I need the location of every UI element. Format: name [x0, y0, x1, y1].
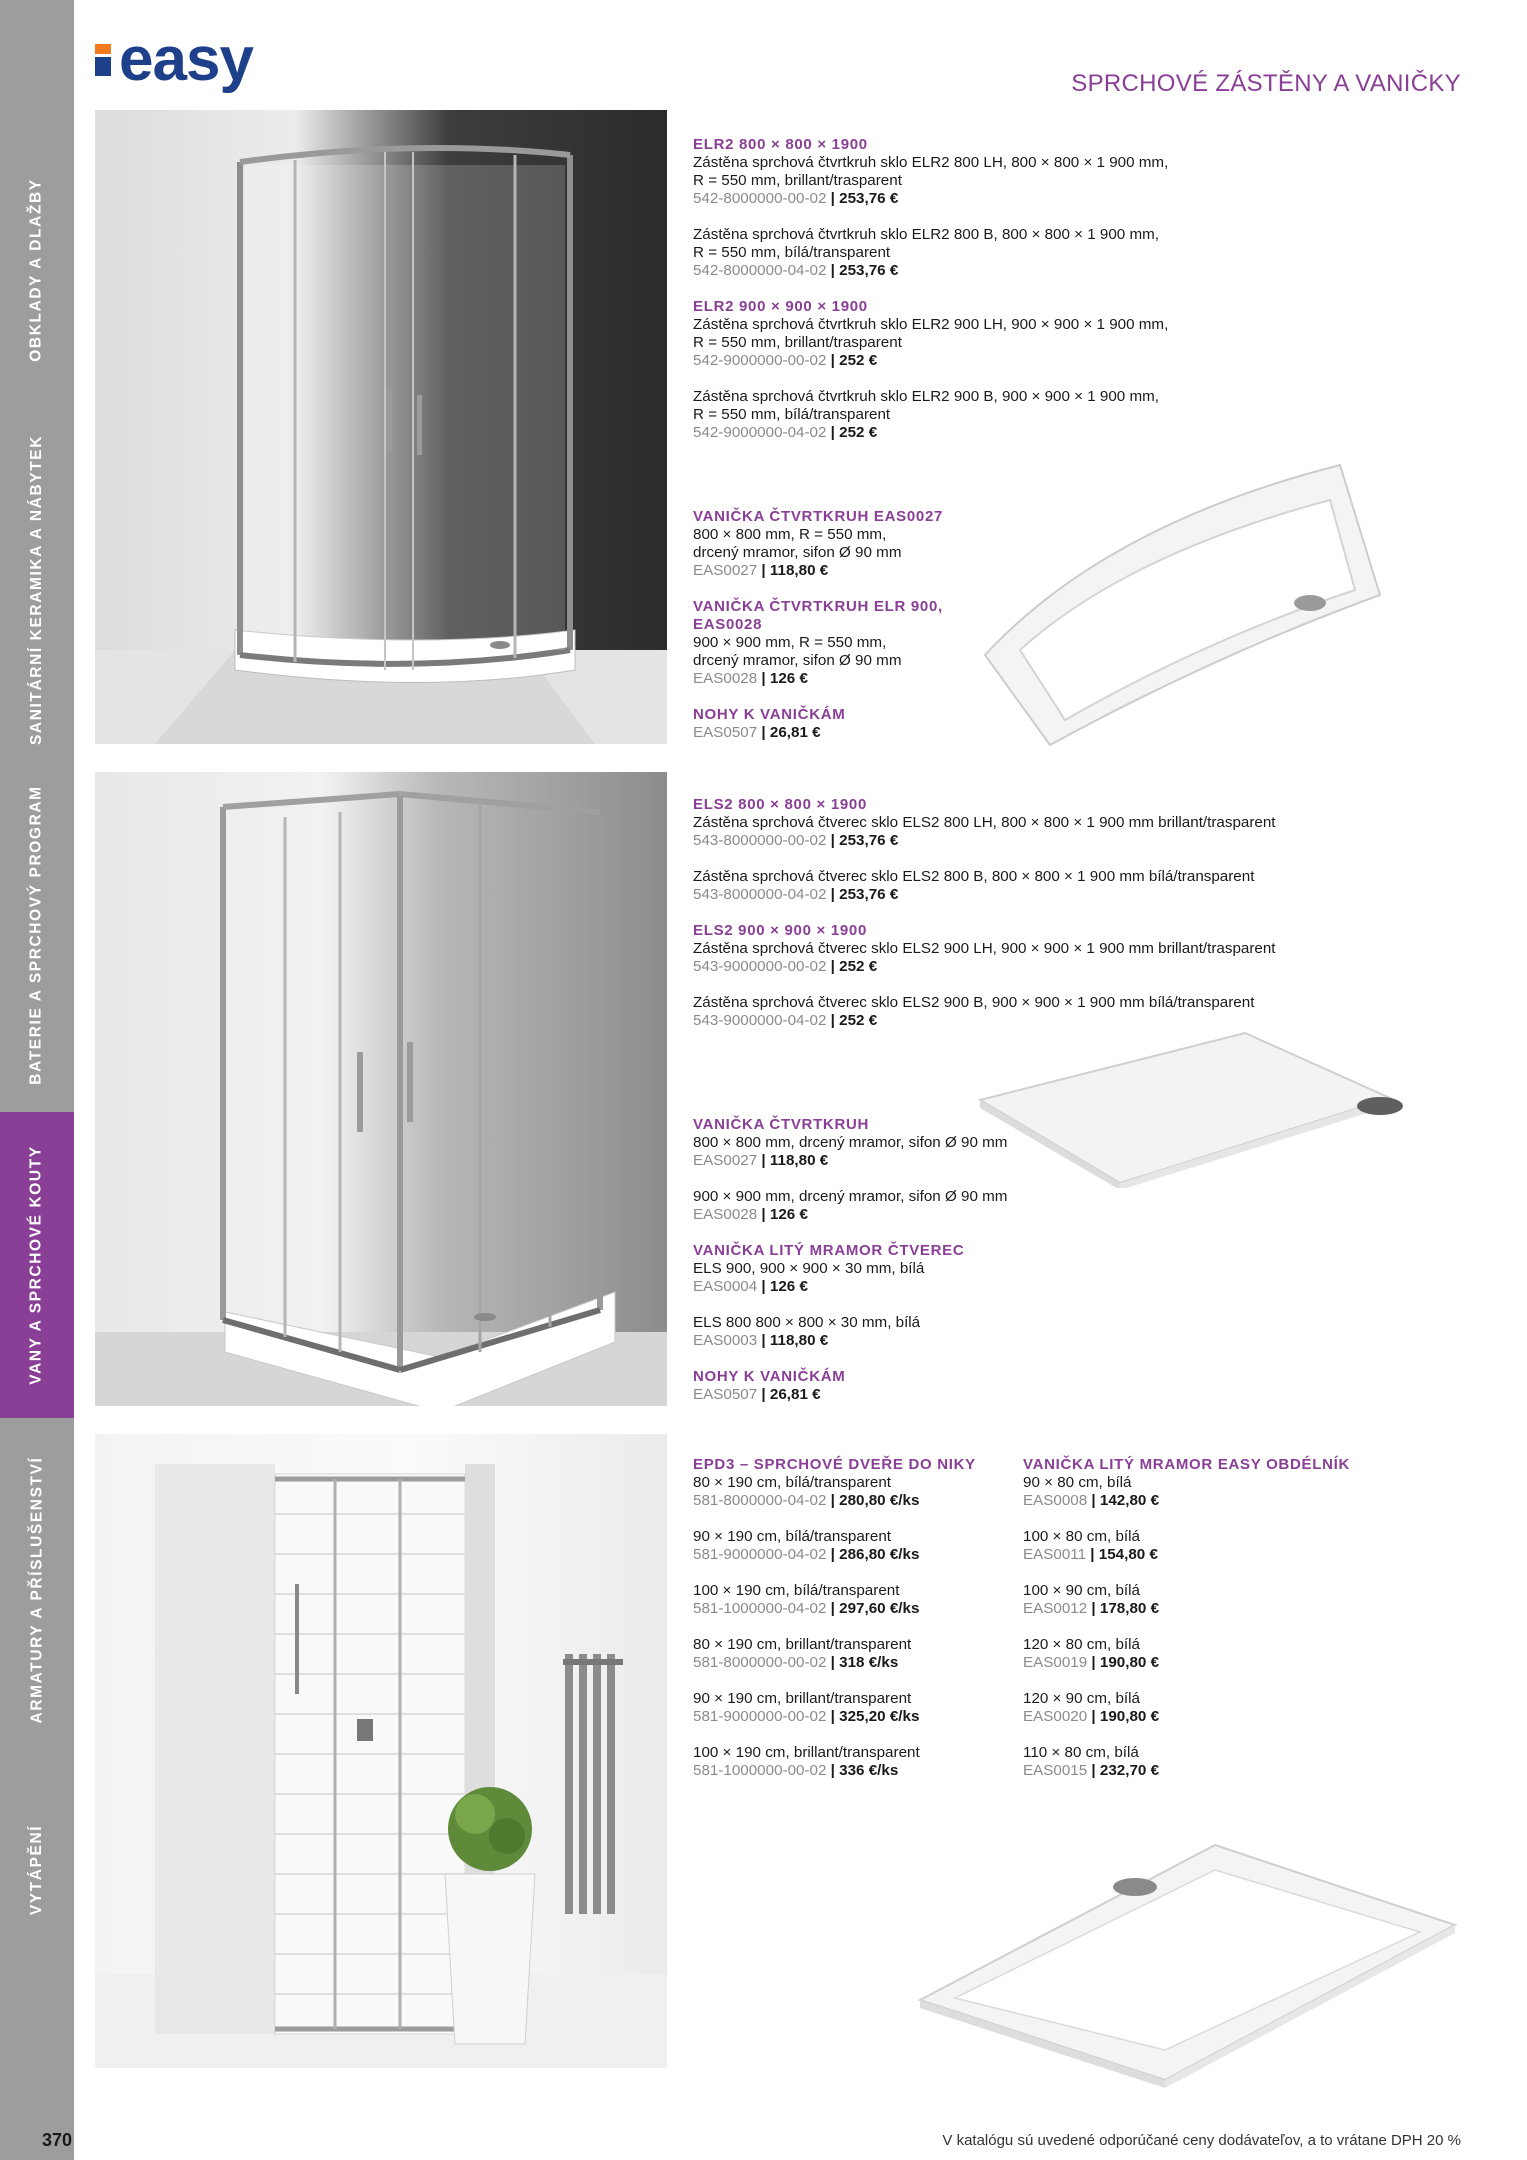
sidebar-item-label: ARMATURY A PŘÍSLUŠENSTVÍ: [28, 1456, 45, 1724]
product-price: 280,80 €/ks: [839, 1492, 920, 1509]
section2-trays: [693, 1116, 1053, 1404]
product-price: 253,76 €: [839, 190, 899, 207]
section1-enclosures: [693, 136, 1333, 442]
product-code: 581-9000000-00-02: [693, 1708, 827, 1725]
product-price: 126 €: [769, 670, 808, 687]
product-desc: R = 550 mm, brillant/trasparent: [693, 334, 902, 351]
price-line: 581-8000000-04-02 | 280,80 €/ks: [693, 1492, 920, 1509]
sidebar-item-label: SANITÁRNÍ KERAMIKA A NÁBYTEK: [28, 434, 45, 746]
price-line: 581-1000000-00-02 | 336 €/ks: [693, 1762, 899, 1779]
product-desc: drcený mramor, sifon Ø 90 mm: [693, 544, 902, 561]
product-desc: Zástěna sprchová čtvrtkruh sklo ELR2 800 B, 800 × 800 × 1 900 mm,: [693, 226, 1159, 243]
product-price: 318 €/ks: [839, 1654, 899, 1671]
product-desc: 100 × 190 cm, brillant/transparent: [693, 1744, 920, 1761]
product-price: 336 €/ks: [839, 1762, 899, 1779]
price-line: EAS0003 | 118,80 €: [693, 1332, 829, 1349]
rectangular-tray-image: [915, 1840, 1460, 2090]
product-price: 253,76 €: [839, 262, 899, 279]
product-price: 26,81 €: [769, 1386, 821, 1403]
product-price: 118,80 €: [769, 1332, 829, 1349]
page-title: SPRCHOVÉ ZÁSTĚNY A VANIČKY: [1071, 70, 1461, 97]
sidebar-item-obklady[interactable]: [0, 150, 74, 390]
sidebar-item-vytapeni[interactable]: [0, 1790, 74, 1950]
product-desc: Zástěna sprchová čtverec sklo ELS2 900 B, 900 × 900 × 1 900 mm bílá/transparent: [693, 994, 1255, 1011]
price-line: EAS0011 | 154,80 €: [1023, 1546, 1158, 1563]
price-line: 581-1000000-04-02 | 297,60 €/ks: [693, 1600, 920, 1617]
square-enclosure-photo: [95, 772, 667, 1406]
product-code: EAS0027: [693, 1152, 758, 1169]
product-code: EAS0008: [1023, 1492, 1088, 1509]
price-line: EAS0015 | 232,70 €: [1023, 1762, 1160, 1779]
sidebar-item-baterie[interactable]: [0, 770, 74, 1100]
product-code: EAS0507: [693, 724, 758, 741]
price-line: 542-8000000-04-02 | 253,76 €: [693, 262, 899, 279]
product-heading: ELS2 800 × 800 × 1900: [693, 796, 867, 813]
price-line: 543-8000000-04-02 | 253,76 €: [693, 886, 899, 903]
product-desc: 90 × 190 cm, brillant/transparent: [693, 1690, 912, 1707]
price-line: EAS0027 | 118,80 €: [693, 562, 829, 579]
product-heading: ELR2 900 × 900 × 1900: [693, 298, 868, 315]
quarter-round-tray-image: [975, 455, 1395, 755]
product-price: 286,80 €/ks: [839, 1546, 920, 1563]
price-line: 581-9000000-00-02 | 325,20 €/ks: [693, 1708, 920, 1725]
product-price: 190,80 €: [1099, 1708, 1160, 1725]
product-heading: NOHY K VANIČKÁM: [693, 1368, 846, 1385]
drain-icon: [1357, 1097, 1403, 1115]
product-code: EAS0028: [693, 670, 758, 687]
product-desc: 80 × 190 cm, brillant/transparent: [693, 1636, 912, 1653]
product-price: 126 €: [769, 1206, 808, 1223]
product-desc: 100 × 190 cm, bílá/transparent: [693, 1582, 900, 1599]
product-price: 325,20 €/ks: [839, 1708, 920, 1725]
product-code: EAS0012: [1023, 1600, 1088, 1617]
product-desc: Zástěna sprchová čtverec sklo ELS2 900 LH, 900 × 900 × 1 900 mm brillant/trasparent: [693, 940, 1276, 957]
product-code: 543-8000000-00-02: [693, 832, 827, 849]
product-desc: Zástěna sprchová čtverec sklo ELS2 800 LH, 800 × 800 × 1 900 mm brillant/trasparent: [693, 814, 1276, 831]
price-line: EAS0507 | 26,81 €: [693, 724, 821, 741]
product-heading: VANIČKA ČTVRTKRUH ELR 900,: [693, 598, 943, 615]
brand-name: easy: [119, 25, 253, 94]
product-heading: VANIČKA ČTVRTKRUH EAS0027: [693, 508, 944, 525]
product-code: 581-8000000-00-02: [693, 1654, 827, 1671]
section2-enclosures: [693, 796, 1433, 1030]
product-desc: 900 × 900 mm, R = 550 mm,: [693, 634, 887, 651]
sidebar-item-label: OBKLADY A DLAŽBY: [28, 178, 45, 362]
product-code: 543-9000000-00-02: [693, 958, 827, 975]
product-desc: Zástěna sprchová čtvrtkruh sklo ELR2 900 B, 900 × 900 × 1 900 mm,: [693, 388, 1159, 405]
product-price: 118,80 €: [769, 1152, 829, 1169]
price-line: 543-8000000-00-02 | 253,76 €: [693, 832, 899, 849]
product-code: EAS0028: [693, 1206, 758, 1223]
section1-trays: [693, 508, 993, 742]
price-line: EAS0004 | 126 €: [693, 1278, 808, 1295]
price-line: 543-9000000-04-02 | 252 €: [693, 1012, 878, 1029]
product-desc: Zástěna sprchová čtvrtkruh sklo ELR2 800 LH, 800 × 800 × 1 900 mm,: [693, 154, 1169, 171]
product-desc: 120 × 90 cm, bílá: [1023, 1690, 1140, 1707]
product-code: 581-8000000-04-02: [693, 1492, 827, 1509]
product-desc: ELS 800 800 × 800 × 30 mm, bílá: [693, 1314, 921, 1331]
logo-mark-icon: [95, 44, 111, 76]
section3-trays: [1023, 1456, 1433, 1780]
product-desc: 110 × 80 cm, bílá: [1023, 1744, 1139, 1761]
product-price: 253,76 €: [839, 886, 899, 903]
product-price: 232,70 €: [1099, 1762, 1160, 1779]
price-line: 581-9000000-04-02 | 286,80 €/ks: [693, 1546, 920, 1563]
price-line: EAS0008 | 142,80 €: [1023, 1492, 1160, 1509]
product-heading: ELS2 900 × 900 × 1900: [693, 922, 867, 939]
product-code: EAS0020: [1023, 1708, 1088, 1725]
price-line: EAS0028 | 126 €: [693, 1206, 808, 1223]
product-heading: ELR2 800 × 800 × 1900: [693, 136, 868, 153]
product-code: 543-9000000-04-02: [693, 1012, 827, 1029]
brand-logo: [95, 25, 253, 94]
product-desc: 80 × 190 cm, bílá/transparent: [693, 1474, 891, 1491]
product-price: 253,76 €: [839, 832, 899, 849]
product-price: 252 €: [839, 352, 878, 369]
product-desc: R = 550 mm, bílá/transparent: [693, 406, 891, 423]
product-price: 178,80 €: [1099, 1600, 1160, 1617]
product-price: 118,80 €: [769, 562, 829, 579]
product-heading: VANIČKA LITÝ MRAMOR EASY OBDÉLNÍK: [1023, 1456, 1350, 1473]
product-desc: ELS 900, 900 × 900 × 30 mm, bílá: [693, 1260, 925, 1277]
product-code: 581-1000000-00-02: [693, 1762, 827, 1779]
product-desc: Zástěna sprchová čtverec sklo ELS2 800 B, 800 × 800 × 1 900 mm bílá/transparent: [693, 868, 1255, 885]
product-price: 26,81 €: [769, 724, 821, 741]
product-code: EAS0019: [1023, 1654, 1088, 1671]
product-desc: 800 × 800 mm, R = 550 mm,: [693, 526, 887, 543]
product-code: EAS0004: [693, 1278, 758, 1295]
product-price: 126 €: [769, 1278, 808, 1295]
product-desc: 100 × 80 cm, bílá: [1023, 1528, 1140, 1545]
quarter-round-enclosure-photo: [95, 110, 667, 744]
product-heading: NOHY K VANIČKÁM: [693, 706, 846, 723]
price-line: EAS0027 | 118,80 €: [693, 1152, 829, 1169]
product-code: 542-8000000-04-02: [693, 262, 827, 279]
sidebar-item-vany[interactable]: [0, 1112, 74, 1418]
product-code: 581-9000000-04-02: [693, 1546, 827, 1563]
price-line: EAS0012 | 178,80 €: [1023, 1600, 1160, 1617]
product-code: EAS0003: [693, 1332, 758, 1349]
product-price: 252 €: [839, 958, 878, 975]
price-line: EAS0028 | 126 €: [693, 670, 808, 687]
product-desc: 90 × 190 cm, bílá/transparent: [693, 1528, 891, 1545]
category-sidebar: [0, 0, 74, 2160]
price-line: EAS0019 | 190,80 €: [1023, 1654, 1160, 1671]
product-price: 252 €: [839, 424, 878, 441]
price-line: 543-9000000-00-02 | 252 €: [693, 958, 878, 975]
product-code: 542-8000000-00-02: [693, 190, 827, 207]
price-line: 542-8000000-00-02 | 253,76 €: [693, 190, 899, 207]
product-price: 252 €: [839, 1012, 878, 1029]
product-code: 543-8000000-04-02: [693, 886, 827, 903]
product-desc: 120 × 80 cm, bílá: [1023, 1636, 1140, 1653]
sidebar-item-label: VYTÁPĚNÍ: [28, 1824, 46, 1916]
product-heading: VANIČKA LITÝ MRAMOR ČTVEREC: [693, 1242, 965, 1259]
footer-note: V katalógu sú uvedené odporúčané ceny dodávateľov, a to vrátane DPH 20 %: [942, 2132, 1461, 2149]
price-line: EAS0507 | 26,81 €: [693, 1386, 821, 1403]
product-desc: 100 × 90 cm, bílá: [1023, 1582, 1140, 1599]
price-line: 581-8000000-00-02 | 318 €/ks: [693, 1654, 899, 1671]
product-code: 542-9000000-04-02: [693, 424, 827, 441]
niche-shower-door-photo: [95, 1434, 667, 2068]
section3-doors: [693, 1456, 1013, 1780]
sidebar-item-sanitarni[interactable]: [0, 420, 74, 760]
product-price: 154,80 €: [1098, 1546, 1158, 1563]
product-code: 542-9000000-00-02: [693, 352, 827, 369]
sidebar-item-armatury[interactable]: [0, 1425, 74, 1755]
price-line: 542-9000000-04-02 | 252 €: [693, 424, 878, 441]
product-code: EAS0011: [1023, 1546, 1087, 1563]
product-price: 142,80 €: [1099, 1492, 1160, 1509]
product-desc: 800 × 800 mm, drcený mramor, sifon Ø 90 mm: [693, 1134, 1008, 1151]
product-desc: 900 × 900 mm, drcený mramor, sifon Ø 90 mm: [693, 1188, 1008, 1205]
sidebar-item-label: VANY A SPRCHOVÉ KOUTY: [28, 1145, 45, 1385]
product-code: EAS0507: [693, 1386, 758, 1403]
product-desc: drcený mramor, sifon Ø 90 mm: [693, 652, 902, 669]
product-desc: 90 × 80 cm, bílá: [1023, 1474, 1132, 1491]
price-line: 542-9000000-00-02 | 252 €: [693, 352, 878, 369]
price-line: EAS0020 | 190,80 €: [1023, 1708, 1160, 1725]
product-price: 190,80 €: [1099, 1654, 1160, 1671]
product-heading: VANIČKA ČTVRTKRUH: [693, 1116, 870, 1133]
sidebar-item-label: BATERIE A SPRCHOVÝ PROGRAM: [28, 785, 46, 1085]
product-desc: Zástěna sprchová čtvrtkruh sklo ELR2 900 LH, 900 × 900 × 1 900 mm,: [693, 316, 1169, 333]
product-heading: EPD3 – SPRCHOVÉ DVEŘE DO NIKY: [693, 1456, 976, 1473]
product-heading: EAS0028: [693, 616, 763, 633]
product-desc: R = 550 mm, brillant/trasparent: [693, 172, 902, 189]
page-number: 370: [42, 2130, 73, 2150]
product-code: EAS0027: [693, 562, 758, 579]
product-code: 581-1000000-04-02: [693, 1600, 827, 1617]
product-code: EAS0015: [1023, 1762, 1088, 1779]
product-desc: R = 550 mm, bílá/transparent: [693, 244, 891, 261]
product-price: 297,60 €/ks: [839, 1600, 920, 1617]
